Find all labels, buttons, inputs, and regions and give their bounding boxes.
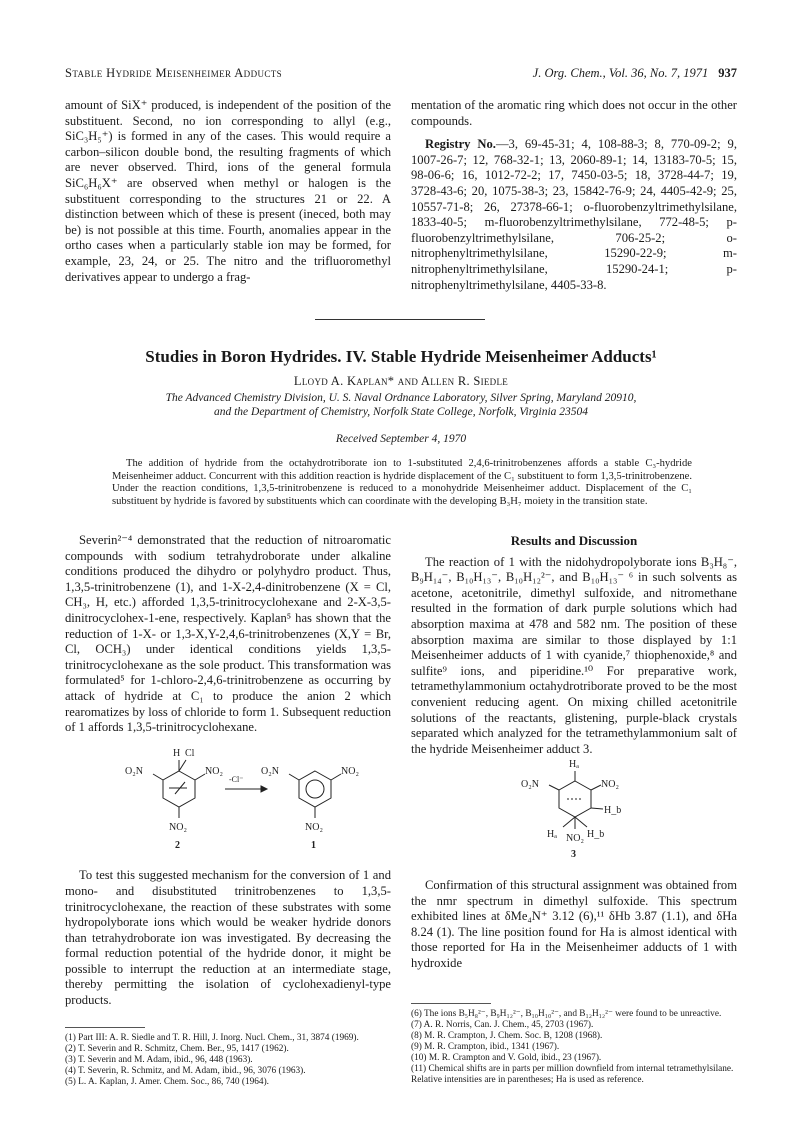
footnote: (11) Chemical shifts are in parts per million downfield from internal tetramethylsilane. Relative intensities are in parentheses; Ha is used as reference. — [411, 1064, 734, 1085]
compound-number-1: 1 — [311, 839, 316, 851]
article-separator — [315, 319, 485, 320]
footnote-rule-left — [65, 1027, 145, 1028]
motivation-paragraph: To test this suggested mechanism for the conversion of 1 and mono- and disubstituted trinitrobenzenes to 1,3,5-trinitrocyclohexane, the reaction of these substrates with some hydropolyborate ions which would be weaker hydride donors than tetrahydroborate ion was investigated. By decreasing the formal reduction potential of the hydride donor, it might be possible to interrupt the reduction at an intermediate stage, thereby permitting the isolation of cyclohexadienyl-type products. — [65, 868, 391, 1008]
scheme-arrow-label: -Cl⁻ — [229, 774, 244, 784]
scheme-no2-bottom-1: NO₂ — [305, 821, 323, 833]
adduct-no2-right: NO₂ — [601, 779, 619, 791]
header-journal-info: J. Org. Chem., Vol. 36, No. 7, 1971 937 — [532, 66, 737, 80]
registry-numbers: Registry No.—3, 69-45-31; 4, 108-88-3; 8, 770-09-2; 9, 1007-26-7; 12, 768-32-1; 13, 2060-89-1; 14, 13183-70-5; 15, 98-06-6; 16, 1012-72-2; 17, 7450-03-5; 18, 3728-44-7; 19, 3728-43-6; 20, 1075-38-3; 23, 15842-76-9; 24, 4405-42-9; 25, 10557-71-8; 26, 27378-66-1; o-fluorobenzyltrimethylsilane, 1833-40-5; m-fluorobenzyltrimethylsilane, 772-48-5; p-fluorobenzyltrimethylsilane, 706-25-2; o-nitrophenyltrimethylsilane, 15290-22-9; m-nitrophenyltrimethylsilane, 15290-24-1; p-nitrophenyltrimethylsilane, 4405-33-8. — [411, 137, 737, 292]
footnote: (3) T. Severin and M. Adam, ibid., 96, 448 (1963). — [65, 1055, 253, 1065]
footnote: (2) T. Severin and R. Schmitz, Chem. Ber., 95, 1417 (1962). — [65, 1044, 289, 1054]
footnote: (7) A. R. Norris, Can. J. Chem., 45, 2703 (1967). — [411, 1020, 594, 1030]
prev-article-ending: mentation of the aromatic ring which does not occur in the other compounds. — [411, 98, 737, 128]
scheme-no2-2: NO₂ — [205, 765, 223, 777]
footnote: (6) The ions B₅H₈²⁻, B₉H₁₂²⁻, B₁₀H₁₀²⁻, and B₁₂H₁₂²⁻ were found to be unreactive. — [411, 1009, 722, 1019]
article-title: Studies in Boron Hydrides. IV. Stable Hydride Meisenheimer Adducts¹ — [145, 347, 657, 366]
footnote: (5) L. A. Kaplan, J. Amer. Chem. Soc., 86, 740 (1964). — [65, 1077, 269, 1087]
adduct-no2-bottom: NO₂ — [566, 833, 584, 845]
compound-number-3: 3 — [571, 849, 576, 861]
adduct-structure — [411, 757, 737, 873]
scheme-cl: Cl — [185, 747, 195, 759]
footnote: (9) M. R. Crampton, ibid., 1341 (1967). — [411, 1042, 560, 1052]
adduct-hb-bottom: H_b — [587, 829, 605, 841]
nmr-paragraph: Confirmation of this structural assignment was obtained from the nmr spectrum in dimethyl sulfoxide. This spectrum exhibited lines at δMe₄N⁺ 3.12 (6),¹¹ δHb 3.87 (1.1), and δHa 8.24 (1). The line position found for Ha is almost identical with those reported for Ha in the Meisenheimer adducts of 1 with hydroxide — [411, 877, 737, 970]
abstract: The addition of hydride from the octahydrotriborate ion to 1-substituted 2,4,6-trinitrobenzenes affords a stable C₃-hydride Meisenheimer adduct. Concurrent with this addition reaction is hydride displacement of the C₁ substituent to form 1,3,5-trinitrobenzene. Under the reaction conditions, 1,3,5-trinitrobenzene is reduced to a monohydride Meisenheimer adduct. Displacement of the C₁ substituent by hydride is favored by substituents which can coordinate with the developing B₃H₇ moiety in the transition state. — [112, 458, 692, 507]
adduct-ha-top: Hₐ — [569, 759, 579, 771]
scheme-no2-bottom-2: NO₂ — [169, 821, 187, 833]
article-authors: Lloyd A. Kaplan* and Allen R. Siedle — [293, 374, 509, 388]
page-number: 937 — [718, 66, 737, 80]
scheme-h: H — [173, 747, 181, 759]
intro-paragraph: Severin²⁻⁴ demonstrated that the reduction of nitroaromatic compounds with sodium tetrahydroborate under alkaline conditions produced the dihydro or polyhydro product. Thus, 1,3,5-trinitrobenzene (1), and 1-X-2,4-dinitrobenzene (X = Cl, CH₃, H, etc.) afforded 1,3,5-trinitrocyclohexane and 2-X-3,5-dinitrocyclohex-1-ene, respectively. Kaplan⁵ has shown that the reduction of 1-X- or 1,3-X,Y-2,4,6-trinitrobenzenes (X,Y = Br, Cl, OCH₃) under identical conditions yields 1,3,5-trinitrocyclohexane as the sole product. This transformation was formulated⁵ for 1-chloro-2,4,6-trinitrobenzene as occurring by attack of hydride at C₁ to produce the anion 2 which rearomatizes by loss of chloride to form 1. Subsequent reduction of 1 affords 1,3,5-trinitrocyclohexane. — [65, 533, 391, 735]
adduct-hb-right: H_b — [604, 805, 622, 817]
adduct-ha-left: Hₐ — [547, 829, 557, 841]
prev-article-text: amount of SiX⁺ produced, is independent of the position of the substituent. Second, no ion corresponding to allyl (e.g., SiC₃H₅⁺) is formed in any of the cases. This would require a carbon–silicon double bond, the resulting fragments of which are never observed. Third, ions of the general formula SiC₆H₆X⁺ are observed when methyl or halogen is the substituent corresponding to the structures 21 or 22. A distinction between which of these is present (ineced, both may be) is not possible at this time. Fourth, anomalies appear in the ortho cases when a particularly stable ion may be formed, for example, 23, 24, or 25. The nitro and the trifluoromethyl derivatives appear to undergo a frag- — [65, 98, 391, 284]
footnote: (10) M. R. Crampton and V. Gold, ibid., 23 (1967). — [411, 1053, 602, 1063]
scheme-o2n-1: O₂N — [261, 765, 279, 777]
footnotes-right — [411, 1009, 737, 1086]
footnote: (1) Part III: A. R. Siedle and T. R. Hill, J. Inorg. Nucl. Chem., 31, 3874 (1969). — [65, 1033, 359, 1043]
body-right-column — [411, 533, 737, 971]
footnote: (8) M. R. Crampton, J. Chem. Soc. B, 1208 (1968). — [411, 1031, 603, 1041]
scheme-o2n-2: O₂N — [125, 765, 143, 777]
prev-article-right-column — [411, 98, 737, 293]
section-heading: Results and Discussion — [510, 533, 638, 548]
reaction-scheme — [65, 736, 391, 864]
prev-article-left-column — [65, 98, 391, 285]
header-short-title: Stable Hydride Meisenheimer Adducts — [65, 66, 283, 80]
scheme-no2-1: NO₂ — [341, 765, 359, 777]
footnotes-left — [65, 1033, 391, 1088]
footnote-rule-right — [411, 1003, 491, 1004]
article-affiliation: The Advanced Chemistry Division, U. S. Naval Ordnance Laboratory, Silver Spring, Maryland 20910, and the Department of Chemistry, Norfolk State College, Norfolk, Virginia 23504 — [165, 392, 637, 418]
received-date: Received September 4, 1970 — [335, 433, 467, 445]
compound-number-2: 2 — [175, 839, 180, 851]
footnote: (4) T. Severin, R. Schmitz, and M. Adam, ibid., 96, 3076 (1963). — [65, 1066, 306, 1076]
results-paragraph: The reaction of 1 with the nidohydropolyborate ions B₃H₈⁻, B₉H₁₄⁻, B₁₀H₁₃⁻, B₁₀H₁₂²⁻, and B₁₀H₁₃⁻ ⁶ in such solvents as acetone, acetonitrile, dimethyl sulfoxide, and nitromethane resulted in the formation of dark purple solutions which had absorption maxima at 478 and 582 nm. The position of these absorption maxima are similar to those displayed by 1:1 Meisenheimer adducts of 1 with cyanide,⁷ thiophenoxide,⁸ and sulfite⁹ ions, and piperidine.¹⁰ For preparative work, tetramethylammonium octahydrotriborate proved to be the most convenient reducing agent. On mixing chilled acetonitrile solutions of the reactants, glistening, purple-black crystals separated which analyzed for the tetramethylammonium salt of the hydride Meisenheimer adduct 3. — [411, 554, 737, 756]
body-left-column — [65, 533, 391, 1009]
adduct-o2n: O₂N — [521, 779, 539, 791]
